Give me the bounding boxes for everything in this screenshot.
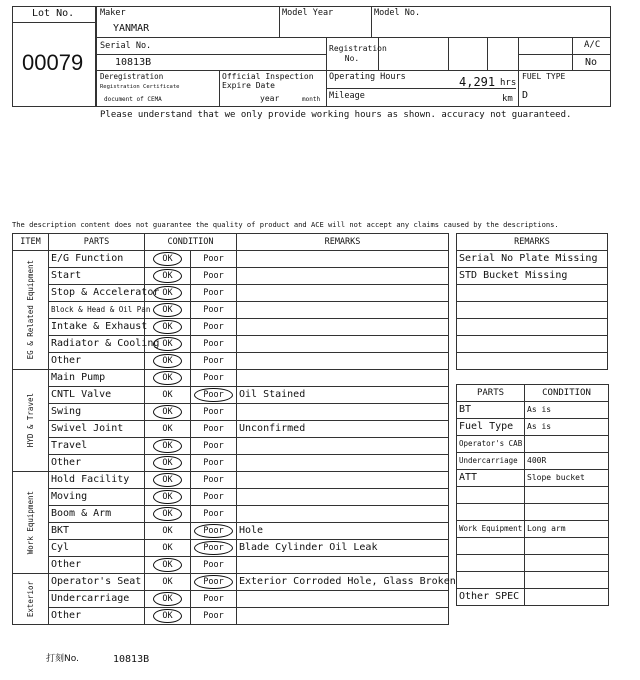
remark-cell (237, 557, 449, 574)
row-line (96, 70, 611, 71)
condition-ok-cell (145, 404, 191, 421)
model-no-label: Model No. (374, 8, 421, 18)
poor-option: Poor (203, 509, 224, 519)
parts-row-condition (525, 436, 609, 453)
poor-option: Poor (203, 407, 224, 417)
poor-option: Poor (203, 356, 224, 366)
ok-option: OK (153, 592, 181, 606)
row-line (96, 54, 326, 55)
poor-option: Poor (203, 594, 224, 604)
parts-row-condition: Slope bucket (525, 470, 609, 487)
condition-poor-cell (191, 285, 237, 302)
condition-poor-cell (191, 387, 237, 404)
parts-row-part: Work Equipment (457, 521, 525, 538)
condition-poor-cell (191, 268, 237, 285)
parts-row (457, 504, 609, 521)
col-line (371, 6, 372, 37)
parts-row (457, 589, 609, 606)
poor-option: Poor (203, 475, 224, 485)
part-name: Boom & Arm (49, 506, 145, 523)
ok-option: OK (162, 390, 173, 400)
inspection-label: Official Inspection Expire Date (222, 72, 314, 90)
side-remark-row (457, 285, 608, 302)
parts-row-part (457, 572, 525, 589)
poor-option: Poor (203, 458, 224, 468)
condition-ok-cell (145, 455, 191, 472)
parts-row-part: ATT (457, 470, 525, 487)
condition-poor-cell (191, 336, 237, 353)
remark-cell (237, 302, 449, 319)
remark-cell (237, 489, 449, 506)
poor-option: Poor (203, 254, 224, 264)
parts-row (457, 402, 609, 419)
table-row (13, 404, 449, 421)
ok-option: OK (153, 405, 181, 419)
parts-row-part: Undercarriage (457, 453, 525, 470)
side-remark-line (457, 302, 608, 319)
condition-ok-cell (145, 540, 191, 557)
poor-option: Poor (203, 305, 224, 315)
col-line (219, 70, 220, 107)
condition-poor-cell (191, 455, 237, 472)
table-row (13, 608, 449, 625)
table-row (13, 574, 449, 591)
parts-row-part: BT (457, 402, 525, 419)
col-line (487, 37, 488, 70)
condition-col-header: CONDITION (525, 385, 609, 402)
side-remark-row (457, 319, 608, 336)
poor-option: Poor (203, 611, 224, 621)
condition-ok-cell (145, 370, 191, 387)
part-name: Stop & Accelerator (49, 285, 145, 302)
parts-condition-table (456, 384, 609, 606)
condition-ok-cell (145, 268, 191, 285)
col-parts-header: PARTS (49, 234, 145, 251)
condition-poor-cell (191, 557, 237, 574)
remark-cell (237, 404, 449, 421)
month-label: month (302, 96, 321, 103)
table-row (13, 506, 449, 523)
side-remark-line: STD Bucket Missing (457, 268, 608, 285)
table-row (13, 319, 449, 336)
condition-ok-cell (145, 472, 191, 489)
parts-row-condition (525, 589, 609, 606)
parts-row-condition (525, 538, 609, 555)
parts-row-condition (525, 572, 609, 589)
table-row (13, 455, 449, 472)
condition-ok-cell (145, 438, 191, 455)
part-name: Radiator & Cooling (49, 336, 145, 353)
remark-cell (237, 251, 449, 268)
col-line (378, 37, 379, 70)
description-notice: The description content does not guarantee the quality of product and ACE will not accept any claims caused by the descriptions. (12, 220, 559, 229)
col-line (279, 6, 280, 37)
condition-poor-cell (191, 302, 237, 319)
remark-cell: Blade Cylinder Oil Leak (237, 540, 449, 557)
parts-row (457, 487, 609, 504)
ok-option: OK (162, 543, 173, 553)
poor-option: Poor (194, 524, 232, 538)
part-name: Moving (49, 489, 145, 506)
parts-row (457, 521, 609, 538)
table-row (13, 353, 449, 370)
side-remark-line (457, 336, 608, 353)
table-row (13, 540, 449, 557)
ok-option: OK (153, 252, 181, 266)
remark-cell: Oil Stained (237, 387, 449, 404)
table-row (13, 557, 449, 574)
maker-value: YANMAR (113, 23, 150, 34)
table-row (13, 591, 449, 608)
side-remark-row (457, 353, 608, 370)
table-header-row (13, 234, 449, 251)
side-remark-row (457, 251, 608, 268)
parts-row-condition (525, 487, 609, 504)
part-name: Cyl (49, 540, 145, 557)
op-hours-value: 4,291 (459, 75, 496, 89)
group-label: Exterior (25, 580, 35, 618)
condition-poor-cell (191, 353, 237, 370)
part-name: Undercarriage (49, 591, 145, 608)
col-item-header: ITEM (13, 234, 49, 251)
ok-option: OK (153, 490, 181, 504)
condition-poor-cell (191, 540, 237, 557)
row-line (518, 54, 611, 55)
table-row (13, 268, 449, 285)
parts-row-part (457, 487, 525, 504)
parts-row-part: Other SPEC (457, 589, 525, 606)
condition-poor-cell (191, 574, 237, 591)
fuel-type-value: D (522, 90, 529, 101)
side-remark-line (457, 285, 608, 302)
poor-option: Poor (203, 322, 224, 332)
ac-label: A/C (584, 40, 601, 50)
condition-poor-cell (191, 523, 237, 540)
poor-option: Poor (203, 424, 224, 434)
group-label-cell (13, 370, 49, 472)
stamp-label: 打刻No. (46, 654, 79, 664)
mileage-label: Mileage (329, 91, 365, 101)
table-row (13, 370, 449, 387)
part-name: Other (49, 353, 145, 370)
remark-cell (237, 506, 449, 523)
remark-cell (237, 608, 449, 625)
condition-ok-cell (145, 574, 191, 591)
group-label-cell (13, 574, 49, 625)
part-name: BKT (49, 523, 145, 540)
condition-poor-cell (191, 489, 237, 506)
remark-cell (237, 472, 449, 489)
part-name: Swing (49, 404, 145, 421)
hours-notice: Please understand that we only provide working hours as shown. accuracy not guaranteed. (100, 110, 572, 120)
ok-option: OK (153, 558, 181, 572)
col-line (572, 37, 573, 70)
condition-ok-cell (145, 523, 191, 540)
remark-cell (237, 438, 449, 455)
poor-option: Poor (194, 541, 232, 555)
condition-ok-cell (145, 591, 191, 608)
side-remarks-title: REMARKS (457, 234, 608, 251)
parts-row (457, 538, 609, 555)
remark-cell (237, 336, 449, 353)
poor-option: Poor (203, 441, 224, 451)
serial-value: 10813B (115, 57, 152, 68)
remark-cell (237, 268, 449, 285)
parts-row-condition: 400R (525, 453, 609, 470)
parts-row-condition: As is (525, 402, 609, 419)
col-condition-header: CONDITION (145, 234, 237, 251)
lot-label: Lot No. (32, 8, 75, 19)
condition-ok-cell (145, 302, 191, 319)
group-label: Work Equipment (25, 490, 35, 555)
condition-poor-cell (191, 608, 237, 625)
condition-poor-cell (191, 438, 237, 455)
parts-row-part (457, 555, 525, 572)
poor-option: Poor (203, 339, 224, 349)
condition-ok-cell (145, 387, 191, 404)
parts-col-header: PARTS (457, 385, 525, 402)
parts-row-condition (525, 504, 609, 521)
ok-option: OK (153, 320, 181, 334)
side-remark-line: Serial No Plate Missing (457, 251, 608, 268)
part-name: Block & Head & Oil Pan (49, 302, 145, 319)
condition-table (12, 233, 456, 625)
condition-ok-cell (145, 608, 191, 625)
ac-value: No (585, 57, 598, 68)
parts-row (457, 555, 609, 572)
condition-poor-cell (191, 370, 237, 387)
model-year-label: Model Year (282, 8, 334, 18)
table-row (13, 302, 449, 319)
side-remark-line (457, 353, 608, 370)
remark-cell (237, 455, 449, 472)
registration-label: Registration No. (329, 44, 387, 63)
group-label: EG & Related Equipment (25, 260, 35, 360)
side-remarks-table (456, 233, 608, 370)
ok-option: OK (153, 354, 181, 368)
table-row (13, 438, 449, 455)
remark-cell (237, 285, 449, 302)
part-name: Start (49, 268, 145, 285)
condition-poor-cell (191, 421, 237, 438)
part-name: Other (49, 455, 145, 472)
hrs-label: hrs (500, 78, 517, 88)
parts-row-condition: Long arm (525, 521, 609, 538)
lot-number: 00079 (22, 50, 84, 75)
condition-ok-cell (145, 489, 191, 506)
maker-label: Maker (100, 8, 126, 18)
ok-option: OK (153, 269, 181, 283)
part-name: Hold Facility (49, 472, 145, 489)
op-hours-label: Operating Hours (329, 72, 406, 82)
side-remark-row (457, 302, 608, 319)
condition-ok-cell (145, 251, 191, 268)
remark-cell (237, 353, 449, 370)
ok-option: OK (153, 473, 181, 487)
parts-row-part: Operator's CAB (457, 436, 525, 453)
poor-option: Poor (203, 560, 224, 570)
col-line (518, 37, 519, 107)
poor-option: Poor (203, 373, 224, 383)
ok-option: OK (162, 526, 173, 536)
part-name: Other (49, 608, 145, 625)
condition-poor-cell (191, 319, 237, 336)
remark-cell (237, 591, 449, 608)
dereg-label: Deregistration (100, 72, 164, 81)
condition-ok-cell (145, 353, 191, 370)
ok-option: OK (153, 507, 181, 521)
ok-option: OK (153, 609, 181, 623)
km-label: km (502, 94, 513, 104)
parts-row (457, 419, 609, 436)
col-remarks-header: REMARKS (237, 234, 449, 251)
part-name: Swivel Joint (49, 421, 145, 438)
ok-option: OK (153, 371, 181, 385)
ok-option: OK (153, 337, 181, 351)
condition-poor-cell (191, 591, 237, 608)
part-name: Intake & Exhaust (49, 319, 145, 336)
ok-option: OK (153, 439, 181, 453)
ok-option: OK (153, 286, 181, 300)
col-line (448, 37, 449, 70)
serial-label: Serial No. (100, 41, 152, 51)
stamp-value: 10813B (113, 654, 150, 665)
table-row (13, 489, 449, 506)
part-name: CNTL Valve (49, 387, 145, 404)
remark-cell (237, 370, 449, 387)
condition-ok-cell (145, 421, 191, 438)
condition-ok-cell (145, 557, 191, 574)
side-remark-row (457, 268, 608, 285)
group-label-cell (13, 251, 49, 370)
parts-row (457, 470, 609, 487)
condition-poor-cell (191, 472, 237, 489)
remark-cell: Hole (237, 523, 449, 540)
part-name: Operator's Seat (49, 574, 145, 591)
row-line (96, 37, 611, 38)
fuel-type-label: FUEL TYPE (522, 72, 566, 81)
year-label: year (260, 94, 280, 103)
part-name: Main Pump (49, 370, 145, 387)
parts-row-part (457, 504, 525, 521)
parts-row (457, 436, 609, 453)
part-name: Other (49, 557, 145, 574)
condition-poor-cell (191, 251, 237, 268)
table-row (13, 472, 449, 489)
group-label: HYD & Travel (25, 393, 35, 448)
side-remark-row (457, 336, 608, 353)
parts-row (457, 453, 609, 470)
ok-option: OK (162, 577, 173, 587)
col-line (326, 37, 327, 107)
poor-option: Poor (203, 492, 224, 502)
table-row (13, 523, 449, 540)
condition-poor-cell (191, 404, 237, 421)
poor-option: Poor (203, 271, 224, 281)
table-row (13, 251, 449, 268)
parts-row-part (457, 538, 525, 555)
part-name: Travel (49, 438, 145, 455)
parts-header-row (457, 385, 609, 402)
poor-option: Poor (203, 288, 224, 298)
group-label-cell (13, 472, 49, 574)
ok-option: OK (162, 424, 173, 434)
condition-ok-cell (145, 319, 191, 336)
side-remark-line (457, 319, 608, 336)
part-name: E/G Function (49, 251, 145, 268)
remark-cell (237, 319, 449, 336)
parts-row-condition (525, 555, 609, 572)
reg-cert-label: Registration Certificate (100, 84, 180, 90)
parts-row-part: Fuel Type (457, 419, 525, 436)
table-row (13, 285, 449, 302)
parts-row (457, 572, 609, 589)
remark-cell: Exterior Corroded Hole, Glass Broken (237, 574, 449, 591)
condition-poor-cell (191, 506, 237, 523)
parts-row-condition: As is (525, 419, 609, 436)
table-row (13, 421, 449, 438)
table-row (13, 387, 449, 404)
poor-option: Poor (194, 575, 232, 589)
table-row (13, 336, 449, 353)
ok-option: OK (153, 456, 181, 470)
condition-ok-cell (145, 506, 191, 523)
remark-cell: Unconfirmed (237, 421, 449, 438)
ok-option: OK (153, 303, 181, 317)
poor-option: Poor (194, 388, 232, 402)
cema-label: document of CEMA (104, 96, 162, 103)
